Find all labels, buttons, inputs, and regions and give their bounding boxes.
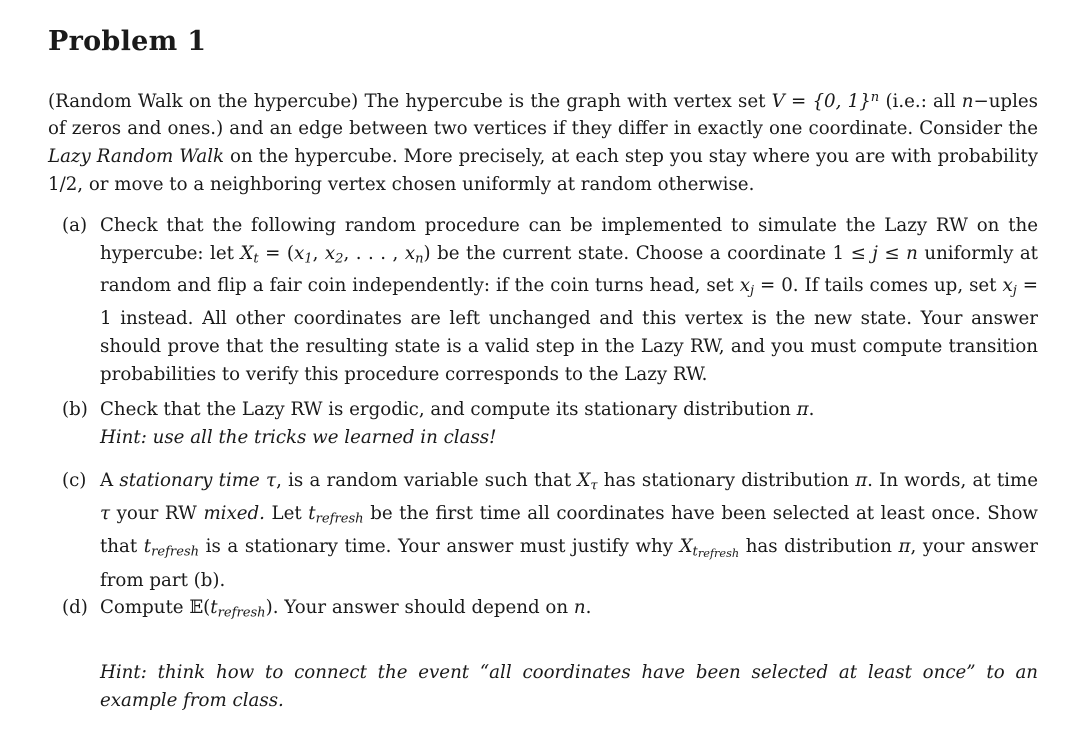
math-var: π — [796, 399, 809, 420]
stationary-time-term: stationary time — [119, 470, 260, 491]
text: Check that the Lazy RW is ergodic, and compute its stationary distribution — [100, 399, 797, 420]
text: be the first time all coordinates have been selected at least once. Show that — [100, 502, 1038, 557]
text: . In words, at time — [867, 470, 1038, 491]
math-var: t — [210, 597, 218, 618]
math-var: π — [855, 470, 868, 491]
var-n: n — [961, 90, 974, 112]
math-var: τ — [100, 502, 111, 524]
math-sub: refresh — [217, 605, 266, 621]
part-c — [48, 467, 1038, 595]
final-hint: Hint: think how to connect the event “all coordinates have been selected at least once” to an example from class. — [100, 662, 1038, 711]
math-var: τ — [266, 470, 277, 491]
text: is a stationary time. Your answer must justify why — [199, 535, 680, 557]
problem-intro — [48, 84, 1038, 198]
math-sub: j — [749, 283, 755, 299]
text: , your answer from part (b). — [100, 535, 1038, 592]
intro-text: (Random Walk on the hypercube) The hypercube is the graph with vertex set — [48, 90, 772, 112]
text: Let — [264, 502, 309, 524]
part-d-text — [100, 594, 1038, 627]
math-var: X — [240, 242, 254, 264]
math-var: x — [739, 275, 750, 297]
text: ). Your answer should depend on — [265, 597, 574, 618]
text: has distribution — [739, 535, 899, 557]
lazy-random-walk-term: Lazy Random Walk — [48, 146, 225, 168]
math-var: t — [308, 502, 316, 524]
text: ) be the current state. Choose a coordinate 1 ≤ — [423, 242, 873, 264]
text: = 0. If tails comes up, set — [754, 275, 1003, 297]
text: . — [585, 597, 592, 618]
part-a — [48, 212, 1038, 388]
intro-text: −uples of zeros and ones.) and an edge between two vertices if they differ in exactly one coordinate. Consider the — [48, 90, 1038, 140]
text: A — [100, 470, 120, 491]
math-var: x — [324, 242, 336, 264]
math-sub: t — [692, 543, 698, 559]
text: ≤ — [877, 242, 907, 264]
math-sub: j — [1012, 283, 1017, 299]
part-b-label: (b) — [62, 399, 88, 420]
math-sub: n — [415, 250, 424, 266]
part-c-text — [100, 467, 1038, 595]
intro-text: on the hypercube. More precisely, at each step you stay where you are with probability 1/2, or move to a neighboring vertex chosen uniformly at random otherwise. — [48, 146, 1039, 195]
text: , . . . , — [343, 242, 405, 264]
problem-title: Problem 1 — [48, 26, 207, 57]
math-var: X — [577, 470, 591, 491]
vertex-set: V = {0, 1} — [771, 90, 871, 112]
text: , — [312, 242, 325, 264]
math-var: X — [679, 535, 693, 557]
text: . — [808, 399, 815, 420]
part-b — [48, 396, 1038, 451]
text: = ( — [258, 242, 294, 264]
math-sub: refresh — [151, 543, 200, 559]
math-var: x — [404, 242, 416, 264]
math-var: x — [293, 242, 305, 264]
part-b-hint: Hint: use all the tricks we learned in class! — [100, 426, 497, 448]
text: = 1 instead. All other coordinates are left unchanged and this vertex is the new state. Your answer should prove that the resulting state is a valid step in the Lazy RW, and you must compute transition probabilities to verify this procedure corresponds to the Lazy RW. — [100, 275, 1038, 385]
part-b-text — [100, 396, 1038, 424]
text: Compute 𝔼( — [100, 597, 211, 618]
math-var: x — [1002, 275, 1013, 297]
text: Check that the following random procedure can be implemented to simulate the Lazy RW on the hypercube: let — [100, 215, 1038, 264]
math-var: n — [573, 597, 586, 618]
math-sub: 2 — [335, 250, 344, 266]
math-sub: refresh — [315, 511, 364, 527]
part-a-label: (a) — [62, 215, 88, 236]
part-a-text — [100, 212, 1038, 388]
text: uniformly at random and flip a fair coin independently: if the coin turns head, set — [100, 242, 1038, 297]
intro-text: (i.e.: all — [879, 90, 962, 112]
part-d-label: (d) — [62, 597, 88, 618]
math-var: n — [906, 242, 918, 264]
part-c-label: (c) — [62, 470, 87, 491]
vertex-set-exponent: n — [870, 90, 880, 105]
text: , is a random variable such that — [276, 470, 578, 491]
math-var: t — [143, 535, 152, 557]
text: has stationary distribution — [597, 470, 856, 491]
math-var: j — [872, 242, 878, 264]
mixed-term: mixed. — [203, 502, 265, 524]
math-sub: τ — [590, 478, 598, 494]
part-d — [48, 594, 1038, 627]
math-var: π — [898, 535, 911, 557]
math-subsub: refresh — [697, 546, 740, 560]
text: your RW — [110, 502, 204, 524]
math-sub: t — [253, 250, 259, 266]
math-sub: 1 — [304, 250, 313, 266]
